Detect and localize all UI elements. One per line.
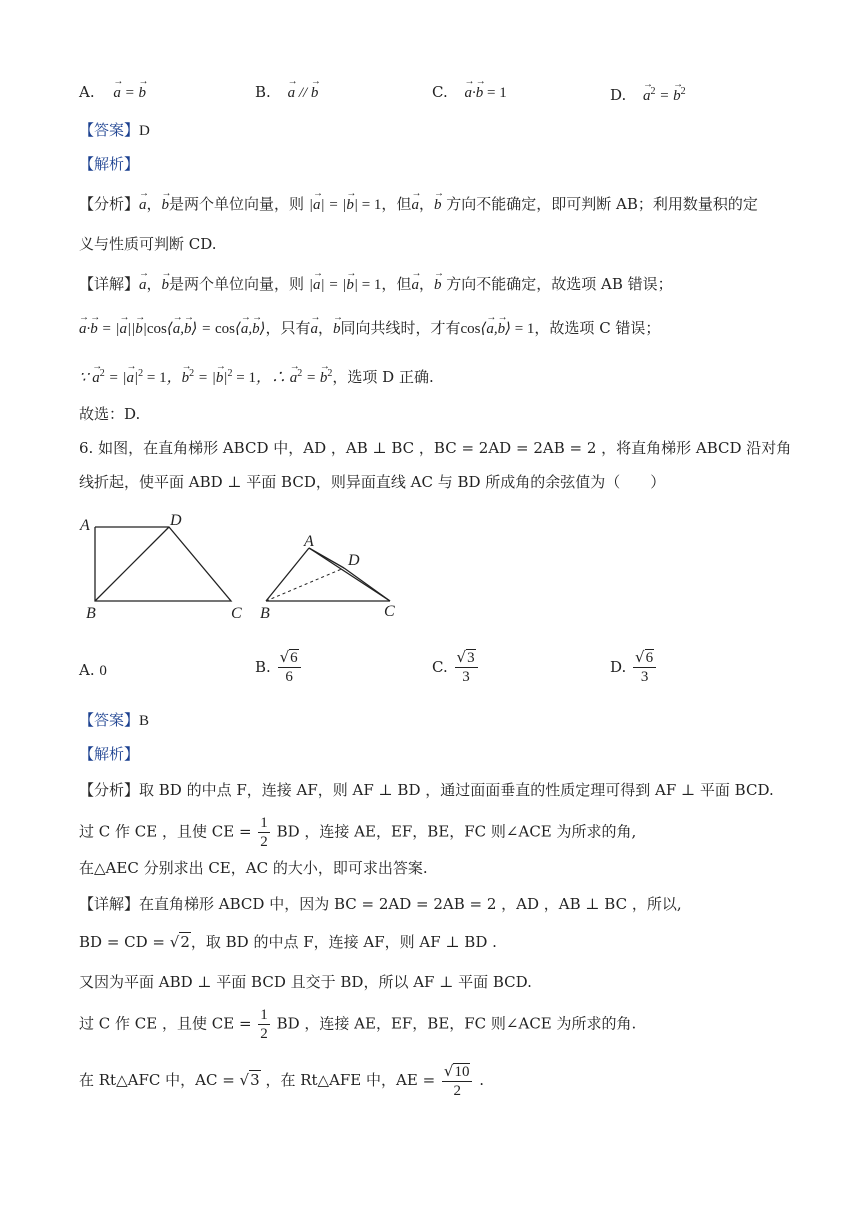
q5-xiangjie-line1: 【详解】→ a，→ b是两个单位向量，则 |→ a| = |→ b| = 1，但→ a，→ b 方向不能确定，故选项 AB 错误； — [79, 274, 673, 295]
q5-conclusion: 故选：D. — [79, 405, 141, 423]
q6-stem-line2: 线折起，使平面 ABD ⊥ 平面 BCD，则异面直线 AC 与 BD 所成角的余弦值为（ ） — [79, 473, 666, 491]
q6-stem-line1: 6. 如图，在直角梯形 ABCD 中，AD ，AB ⊥ BC ，BC = 2AD = 2AB = 2 ，将直角梯形 ABCD 沿对角 — [79, 439, 792, 457]
q6-option-b: B. $\frac{√6}{6}$ — [255, 648, 303, 686]
q6-fenxi-line1: 【分析】取 BD 的中点 F，连接 AF，则 AF ⊥ BD ，通过面面垂直的性质定理可得到 AF ⊥ 平面 BCD. — [79, 781, 774, 799]
q6-figures — [76, 510, 416, 625]
q6-xiangjie-line2: BD = CD = √2，取 BD 的中点 F，连接 AF，则 AF ⊥ BD . — [79, 933, 497, 951]
fig2-label-c: C — [384, 603, 395, 620]
q5-option-a-expr: → a = → b — [113, 85, 146, 101]
fig2-label-b: B — [260, 605, 270, 622]
q5-option-b: B. → a // → b — [255, 82, 318, 103]
q5-option-d: D. → $a^2$ = → $b^2$ — [610, 82, 686, 106]
q6-option-d: D. $\frac{√6}{3}$ — [610, 648, 658, 686]
q6-answer: 【答案】B — [79, 711, 150, 729]
q6-xiangjie-line4: 过 C 作 CE ，且使 CE = $\frac{1}{2}$ BD ，连接 AE，EF，BE，FC 则∠ACE 为所求的角. — [79, 1007, 637, 1042]
q5-option-c: C. → a·→ b = 1 — [432, 82, 507, 103]
fig1-label-b: B — [86, 605, 96, 622]
q5-jiexi: 【解析】 — [79, 155, 140, 173]
fig2-label-d: D — [348, 552, 360, 569]
q6-fenxi-line2: 过 C 作 CE ，且使 CE = $\frac{1}{2}$ BD ，连接 AE，EF，BE，FC 则∠ACE 为所求的角, — [79, 815, 637, 850]
q6-xiangjie-line5: 在 Rt△AFC 中，AC = √3 ，在 Rt△AFE 中，AE = $\frac{√10}{2}$ . — [79, 1062, 485, 1099]
figure-folded — [260, 533, 395, 622]
q5-fenxi-line1: 【分析】→ a，→ b是两个单位向量，则 |→ a| = |→ b| = 1，但→ a，→ b 方向不能确定，即可判断 AB；利用数量积的定 — [79, 194, 758, 215]
fig1-label-a: A — [80, 517, 90, 534]
figure-trapezoid — [79, 512, 242, 622]
fig1-label-d: D — [170, 512, 182, 529]
q6-xiangjie-line1: 【详解】在直角梯形 ABCD 中，因为 BC = 2AD = 2AB = 2 ，AD ，AB ⊥ BC ，所以, — [79, 895, 682, 913]
q6-option-c: C. $\frac{√3}{3}$ — [432, 648, 480, 686]
q6-xiangjie-line3: 又因为平面 ABD ⊥ 平面 BCD 且交于 BD，所以 AF ⊥ 平面 BCD. — [79, 973, 532, 991]
q6-jiexi: 【解析】 — [79, 745, 140, 763]
q5-xiangjie-line3: ∵ → $a^2$ = |→ $a|^2 = 1$，→ $b^2$ = |→ $b|^2 = 1$，∴ → $a^2$ = → $b^2$，选项 D 正确. — [79, 364, 434, 388]
q6-fenxi-line3: 在△AEC 分别求出 CE，AC 的大小，即可求出答案. — [79, 859, 428, 877]
q5-answer: 【答案】D — [79, 121, 150, 139]
fig1-label-c: C — [231, 605, 242, 622]
q5-option-a: A. → a = → b — [79, 82, 146, 103]
q6-option-a: A. 0 — [79, 661, 107, 679]
q5-fenxi-line2: 义与性质可判断 CD. — [79, 235, 217, 253]
fig2-label-a: A — [304, 533, 314, 550]
q5-xiangjie-line2: → a·→ b = |→ a||→ b|cos⟨→ a,→ b⟩ = cos⟨→ a,→ b⟩，只有→ a，→ b同向共线时，才有cos⟨→ a,→ b⟩ = 1，故选项 C 错误； — [79, 318, 660, 339]
